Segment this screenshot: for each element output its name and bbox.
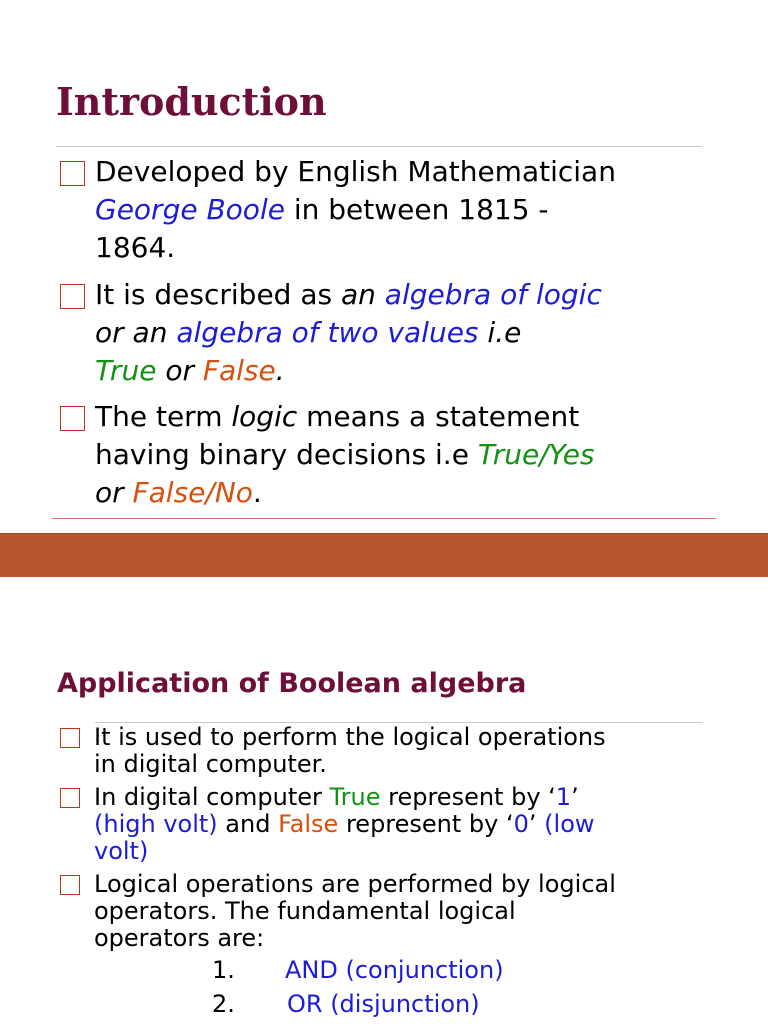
bullet-text-line bbox=[94, 724, 606, 751]
bullet-text-line bbox=[95, 153, 616, 191]
text-run: ’ bbox=[528, 810, 545, 838]
text-run: 1864. bbox=[95, 231, 176, 264]
bullet-square-icon bbox=[60, 788, 80, 808]
bullet-square-icon bbox=[60, 161, 85, 186]
text-run: volt) bbox=[94, 837, 149, 865]
title-divider bbox=[56, 146, 702, 147]
text-run: and bbox=[217, 810, 279, 838]
slide-title-application: Application of Boolean algebra bbox=[57, 668, 527, 699]
text-run: logic bbox=[231, 400, 298, 433]
slide1-bottom-divider bbox=[52, 518, 716, 519]
bullet-text-line bbox=[94, 784, 579, 811]
text-run: an bbox=[132, 316, 168, 349]
bullet-text-line bbox=[95, 276, 602, 314]
text-run: It is used to perform the logical operations bbox=[94, 723, 606, 751]
text-run: False bbox=[278, 810, 339, 838]
text-run: False bbox=[202, 354, 276, 387]
text-run: 1 bbox=[555, 783, 572, 811]
text-run: in digital computer. bbox=[94, 750, 327, 778]
bullet-text-line bbox=[94, 751, 327, 778]
text-run: True bbox=[329, 783, 381, 811]
bullet-square-icon bbox=[60, 406, 85, 431]
text-run: George Boole bbox=[95, 193, 285, 226]
slide-separator-band bbox=[0, 533, 768, 577]
bullet-text-line bbox=[95, 314, 521, 352]
text-run: True/Yes bbox=[477, 438, 595, 471]
bullet-square-icon bbox=[60, 284, 85, 309]
text-run: represent by ‘ bbox=[380, 783, 556, 811]
text-run: . bbox=[275, 354, 285, 387]
text-run: ’ bbox=[571, 783, 579, 811]
text-run: Logical operations are performed by logical bbox=[94, 870, 616, 898]
bullet-text-line bbox=[95, 474, 262, 512]
bullet-text-line bbox=[95, 191, 549, 229]
text-run: (high volt) bbox=[94, 810, 218, 838]
text-run: or bbox=[95, 476, 133, 509]
bullet-text-line bbox=[95, 436, 595, 474]
numbered-item-number: 1. bbox=[212, 956, 235, 984]
text-run: (low bbox=[544, 810, 595, 838]
bullet-text-line bbox=[95, 229, 175, 267]
text-run: The term bbox=[95, 400, 232, 433]
bullet-square-icon bbox=[60, 728, 80, 748]
numbered-item-text: AND (conjunction) bbox=[285, 956, 504, 984]
text-run: an bbox=[341, 278, 376, 311]
bullet-text-line bbox=[95, 398, 579, 436]
text-run: algebra of two values bbox=[167, 316, 479, 349]
text-run: algebra of logic bbox=[375, 278, 602, 311]
text-run: or bbox=[95, 316, 133, 349]
text-run: represent by ‘ bbox=[338, 810, 514, 838]
slide-title-introduction: Introduction bbox=[56, 79, 327, 124]
text-run: operators are: bbox=[94, 924, 265, 952]
text-run: Developed by English Mathematician bbox=[95, 155, 616, 188]
numbered-item-text: OR (disjunction) bbox=[287, 990, 480, 1018]
text-run: . bbox=[252, 476, 262, 509]
text-run: It is described as bbox=[95, 278, 341, 311]
bullet-text-line bbox=[94, 838, 148, 865]
bullet-text-line bbox=[94, 925, 264, 952]
text-run: means a statement bbox=[297, 400, 580, 433]
text-run: in between 1815 - bbox=[284, 193, 549, 226]
bullet-text-line bbox=[95, 352, 285, 390]
numbered-item-number: 2. bbox=[212, 990, 235, 1018]
bullet-text-line bbox=[94, 871, 616, 898]
text-run: or bbox=[156, 354, 203, 387]
bullet-text-line bbox=[94, 811, 595, 838]
text-run: In digital computer bbox=[94, 783, 330, 811]
text-run: having binary decisions i.e bbox=[95, 438, 478, 471]
text-run: False/No bbox=[132, 476, 253, 509]
bullet-text-line bbox=[94, 898, 516, 925]
text-run: i.e bbox=[478, 316, 522, 349]
text-run: operators. The fundamental logical bbox=[94, 897, 516, 925]
bullet-square-icon bbox=[60, 875, 80, 895]
text-run: 0 bbox=[513, 810, 529, 838]
text-run: True bbox=[95, 354, 157, 387]
